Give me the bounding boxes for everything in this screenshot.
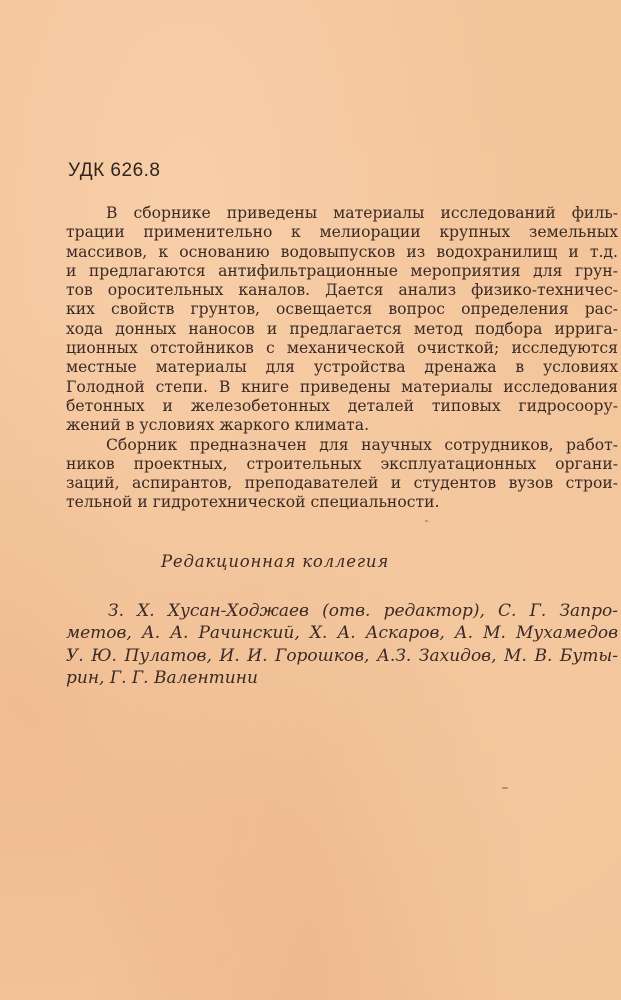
abstract-line: местные материалы для устройства дренажа в условиях [66, 358, 618, 377]
abstract-line: массивов, к основанию водовыпусков из водохранилищ и т.д. [66, 242, 618, 261]
abstract-line: бетонных и железобетонных деталей типовых гидросоору- [66, 396, 618, 415]
members-line: У. Ю. Пулатов, И. И. Горошков, А.З. Захидов, М. В. Буты- [66, 645, 618, 666]
abstract-line: ников проектных, строительных эксплуатационных органи- [66, 454, 618, 473]
members-line: З. Х. Хусан-Ходжаев (отв. редактор), С. Г. Запро- [108, 601, 618, 621]
book-abstract [66, 204, 618, 513]
abstract-line: жений в условиях жаркого климата. [66, 416, 370, 435]
abstract-line: ких свойств грунтов, освещается вопрос определения рас- [66, 300, 618, 319]
abstract-line: трации применительно к мелиорации крупных земельных [66, 223, 618, 242]
abstract-line: хода донных наносов и предлагается метод подбора ирригa- [66, 319, 618, 338]
paper-speck [425, 520, 428, 522]
paper-speck [502, 787, 508, 789]
abstract-line: Сборник предназначен для научных сотрудников, работ- [106, 435, 618, 454]
abstract-line: заций, аспирантов, преподавателей и студентов вузов строи- [66, 474, 618, 493]
editorial-board-members [66, 600, 618, 689]
members-line: метов, А. А. Рачинский, Х. А. Аскаров, А. М. Мухамедов [66, 623, 618, 644]
abstract-paragraph-2 [66, 436, 618, 513]
abstract-line: ционных отстойников с механической очисткой; исследуются [66, 339, 618, 358]
abstract-line: тов оросительных каналов. Дается анализ физико-техничес- [66, 281, 618, 300]
members-line: рин, Г. Г. Валентини [66, 667, 258, 688]
abstract-paragraph-1 [66, 204, 618, 436]
editorial-board-title: Редакционная коллегия [161, 552, 390, 571]
abstract-line: тельной и гидротехнической специальности. [66, 493, 440, 512]
udk-code: УДК 626.8 [68, 160, 161, 181]
abstract-line: Голодной степи. В книге приведены материалы исследования [66, 377, 618, 396]
abstract-line: и предлагаются антифильтрационные мероприятия для грун- [66, 261, 618, 280]
abstract-line: В сборнике приведены материалы исследований филь- [106, 204, 618, 222]
